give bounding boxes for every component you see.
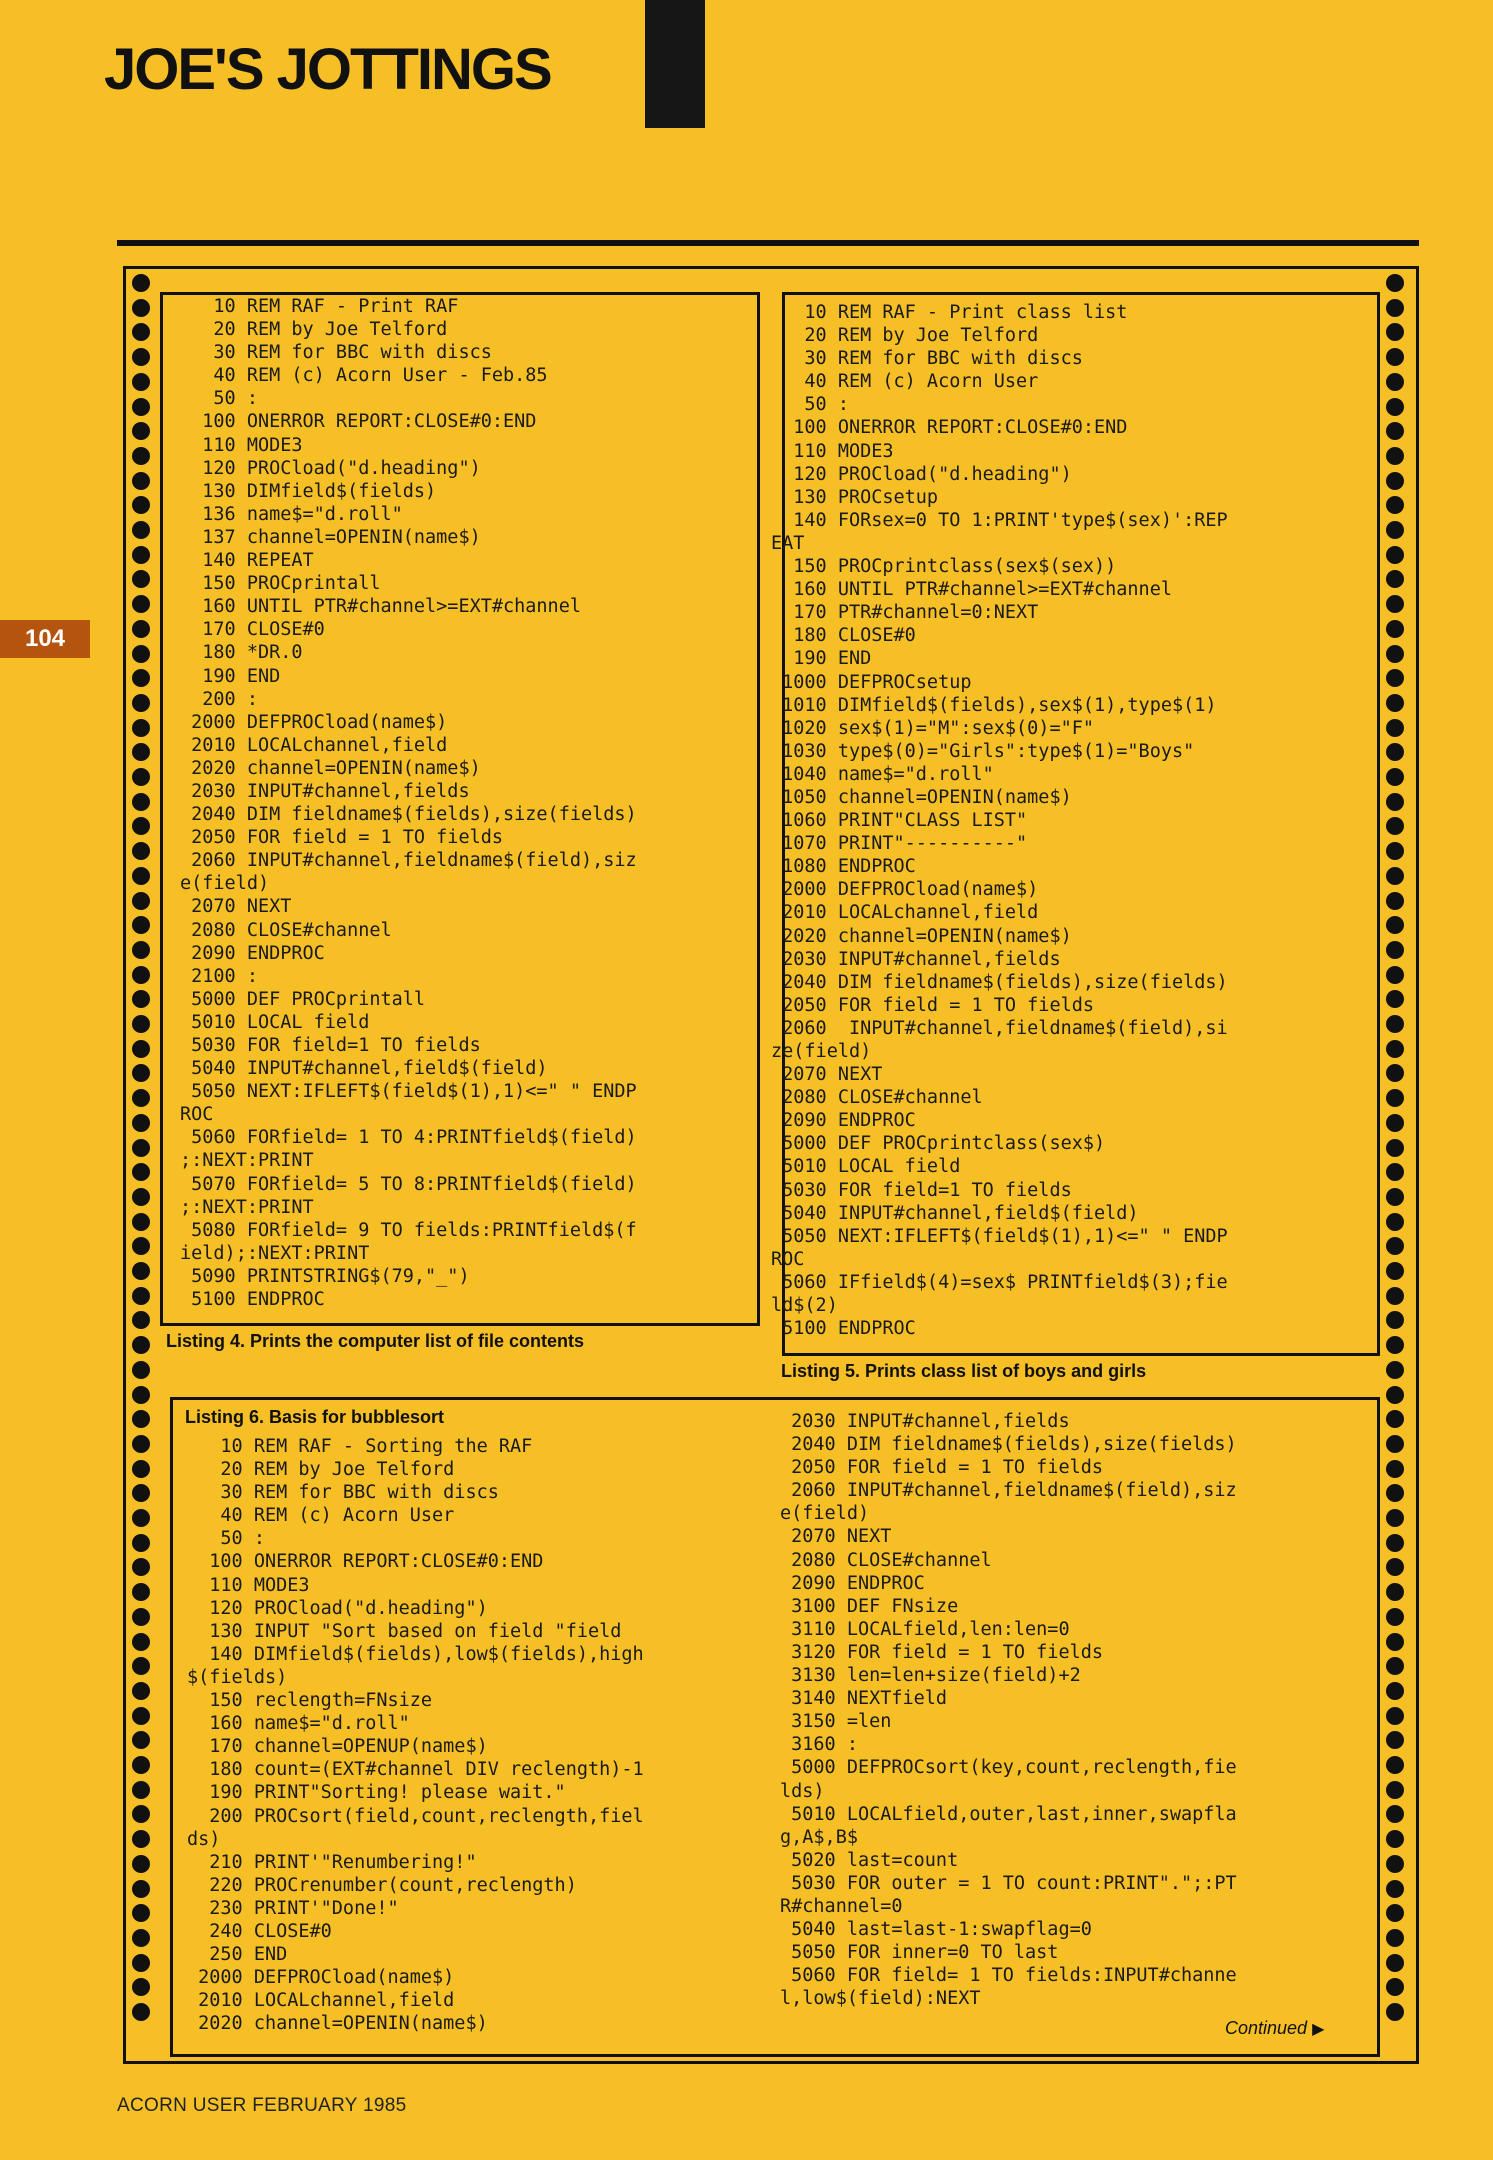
sprocket-hole [132, 1830, 150, 1848]
sprocket-hole [1386, 1583, 1404, 1601]
sprocket-hole [132, 570, 150, 588]
sprocket-hole [1386, 793, 1404, 811]
sprocket-holes-left [132, 270, 154, 2060]
sprocket-hole [132, 1435, 150, 1453]
sprocket-hole [132, 719, 150, 737]
sprocket-hole [1386, 1163, 1404, 1181]
sprocket-hole [1386, 398, 1404, 416]
sprocket-hole [1386, 496, 1404, 514]
continued-arrow-icon: ▶ [1312, 2021, 1325, 2038]
sprocket-hole [1386, 1805, 1404, 1823]
sprocket-hole [132, 941, 150, 959]
sprocket-hole [132, 1460, 150, 1478]
sprocket-hole [132, 373, 150, 391]
sprocket-hole [1386, 422, 1404, 440]
sprocket-hole [1386, 1781, 1404, 1799]
sprocket-hole [1386, 1139, 1404, 1157]
sprocket-hole [1386, 941, 1404, 959]
sprocket-hole [132, 867, 150, 885]
listing-5-caption: Listing 5. Prints class list of boys and girls [781, 1361, 1147, 1381]
sprocket-hole [1386, 595, 1404, 613]
sprocket-hole [132, 348, 150, 366]
sprocket-hole [132, 1287, 150, 1305]
sprocket-hole [132, 1781, 150, 1799]
sprocket-hole [132, 1558, 150, 1576]
sprocket-hole [132, 842, 150, 860]
sprocket-hole [1386, 1015, 1404, 1033]
sprocket-hole [132, 1139, 150, 1157]
footer-credit: ACORN USER FEBRUARY 1985 [117, 2095, 407, 2116]
sprocket-hole [1386, 1509, 1404, 1527]
sprocket-hole [132, 274, 150, 292]
header-rule [117, 240, 1419, 246]
sprocket-hole [1386, 1064, 1404, 1082]
sprocket-hole [132, 1633, 150, 1651]
sprocket-hole [132, 496, 150, 514]
sprocket-hole [132, 1484, 150, 1502]
sprocket-hole [132, 620, 150, 638]
sprocket-hole [132, 1880, 150, 1898]
sprocket-hole [132, 1929, 150, 1947]
sprocket-hole [132, 2003, 150, 2021]
sprocket-hole [1386, 916, 1404, 934]
sprocket-hole [132, 595, 150, 613]
sprocket-hole [132, 694, 150, 712]
sprocket-hole [132, 1731, 150, 1749]
sprocket-hole [132, 1682, 150, 1700]
sprocket-hole [132, 1336, 150, 1354]
sprocket-hole [132, 892, 150, 910]
sprocket-hole [132, 1386, 150, 1404]
sprocket-hole [132, 743, 150, 761]
sprocket-hole [132, 1262, 150, 1280]
sprocket-hole [1386, 348, 1404, 366]
sprocket-hole [132, 1805, 150, 1823]
listing-6-caption: Listing 6. Basis for bubblesort [185, 1407, 445, 1427]
sprocket-hole [1386, 323, 1404, 341]
sprocket-hole [1386, 1756, 1404, 1774]
sprocket-hole [1386, 299, 1404, 317]
sprocket-hole [1386, 1682, 1404, 1700]
sprocket-hole [132, 398, 150, 416]
sprocket-hole [132, 990, 150, 1008]
sprocket-hole [1386, 447, 1404, 465]
sprocket-hole [1386, 620, 1404, 638]
sprocket-hole [132, 1163, 150, 1181]
sprocket-hole [1386, 1361, 1404, 1379]
sprocket-hole [1386, 1558, 1404, 1576]
sprocket-hole [132, 521, 150, 539]
sprocket-hole [1386, 1731, 1404, 1749]
listing-5-code: 10 REM RAF - Print class list 20 REM by Joe Telford 30 REM for BBC with discs 40 REM (c) Acorn User 50 : 100 ONERROR REPORT:CLOSE#0:END 110 MODE3 120 PROCload("d.heading") 130 PROCsetup 140 FORsex=0 TO 1:PRINT'type$(sex)':REP EAT 150 PROCprintclass(sex$(sex)) 160 UNTIL PTR#channel>=EXT#channel 170 PTR#channel=0:NEXT 180 CLOSE#0 190 END 1000 DEFPROCsetup 1010 DIMfield$(fields),sex$(1),type$(1) 1020 sex$(1)="M":sex$(0)="F" 1030 type$(0)="Girls":type$(1)="Boys" 1040 name$="d.roll" 1050 channel=OPENIN(name$) 1060 PRINT"CLASS LIST" 1070 PRINT"----------" 1080 ENDPROC 2000 DEFPROCload(name$) 2010 LOCALchannel,field 2020 channel=OPENIN(name$) 2030 INPUT#channel,fields 2040 DIM fieldname$(fields),size(fields) 2050 FOR field = 1 TO fields 2060 INPUT#channel,fieldname$(field),si ze(field) 2070 NEXT 2080 CLOSE#channel 2090 ENDPROC 5000 DEF PROCprintclass(sex$) 5010 LOCAL field 5030 FOR field=1 TO fields 5040 INPUT#channel,field$(field) 5050 NEXT:IFLEFT$(field$(1),1)<=" " ENDP ROC 5060 IFfield$(4)=sex$ PRINTfield$(3);fie ld$(2) 5100 ENDPROC [771, 302, 1228, 1340]
sprocket-hole [132, 645, 150, 663]
sprocket-hole [132, 422, 150, 440]
sprocket-hole [1386, 1213, 1404, 1231]
sprocket-hole [132, 1583, 150, 1601]
sprocket-hole [1386, 990, 1404, 1008]
sprocket-hole [132, 1904, 150, 1922]
sprocket-hole [1386, 645, 1404, 663]
sprocket-hole [1386, 1978, 1404, 1996]
sprocket-holes-right [1386, 270, 1408, 2060]
sprocket-hole [1386, 768, 1404, 786]
sprocket-hole [1386, 570, 1404, 588]
sprocket-hole [132, 1114, 150, 1132]
sprocket-hole [1386, 867, 1404, 885]
sprocket-hole [132, 793, 150, 811]
sprocket-hole [132, 1410, 150, 1428]
continued-text: Continued [1225, 2018, 1308, 2038]
sprocket-hole [132, 447, 150, 465]
sprocket-hole [1386, 1040, 1404, 1058]
sprocket-hole [1386, 694, 1404, 712]
sprocket-hole [1386, 521, 1404, 539]
sprocket-hole [1386, 1707, 1404, 1725]
sprocket-hole [132, 1608, 150, 1626]
page-number-tab: 104 [0, 620, 90, 658]
sprocket-hole [1386, 1929, 1404, 1947]
sprocket-hole [1386, 719, 1404, 737]
sprocket-hole [132, 1089, 150, 1107]
sprocket-hole [1386, 1954, 1404, 1972]
sprocket-hole [1386, 546, 1404, 564]
sprocket-hole [1386, 274, 1404, 292]
sprocket-hole [1386, 1336, 1404, 1354]
sprocket-hole [1386, 817, 1404, 835]
listing-4-caption: Listing 4. Prints the computer list of file contents [166, 1331, 585, 1351]
sprocket-hole [1386, 1410, 1404, 1428]
sprocket-hole [132, 1237, 150, 1255]
sprocket-hole [132, 1509, 150, 1527]
sprocket-hole [1386, 669, 1404, 687]
sprocket-hole [1386, 1460, 1404, 1478]
sprocket-hole [1386, 1114, 1404, 1132]
listing-6-code-left: 10 REM RAF - Sorting the RAF 20 REM by Joe Telford 30 REM for BBC with discs 40 REM (c) Acorn User 50 : 100 ONERROR REPORT:CLOSE#0:END 110 MODE3 120 PROCload("d.heading") 130 INPUT "Sort based on field "field 140 DIMfield$(fields),low$(fields),high $(fields) 150 reclength=FNsize 160 name$="d.roll" 170 channel=OPENUP(name$) 180 count=(EXT#channel DIV reclength)-1 190 PRINT"Sorting! please wait." 200 PROCsort(field,count,reclength,fiel ds) 210 PRINT'"Renumbering!" 220 PROCrenumber(count,reclength) 230 PRINT'"Done!" 240 CLOSE#0 250 END 2000 DEFPROCload(name$) 2010 LOCALchannel,field 2020 channel=OPENIN(name$) [187, 1436, 644, 2035]
sprocket-hole [1386, 966, 1404, 984]
sprocket-hole [132, 472, 150, 490]
sprocket-hole [132, 1015, 150, 1033]
sprocket-hole [132, 966, 150, 984]
sprocket-hole [1386, 1534, 1404, 1552]
sprocket-hole [132, 1064, 150, 1082]
sprocket-hole [132, 768, 150, 786]
sprocket-hole [1386, 1633, 1404, 1651]
sprocket-hole [132, 1756, 150, 1774]
sprocket-hole [1386, 1311, 1404, 1329]
sprocket-hole [1386, 1484, 1404, 1502]
sprocket-hole [132, 1188, 150, 1206]
sprocket-hole [1386, 1830, 1404, 1848]
sprocket-hole [1386, 1608, 1404, 1626]
sprocket-hole [132, 1213, 150, 1231]
sprocket-hole [1386, 1237, 1404, 1255]
sprocket-hole [1386, 1089, 1404, 1107]
sprocket-hole [1386, 1657, 1404, 1675]
sprocket-hole [132, 1361, 150, 1379]
sprocket-hole [1386, 743, 1404, 761]
sprocket-hole [132, 669, 150, 687]
sprocket-hole [1386, 1435, 1404, 1453]
sprocket-hole [132, 299, 150, 317]
sprocket-hole [1386, 472, 1404, 490]
continued-label [1225, 2018, 1324, 2039]
sprocket-hole [1386, 1904, 1404, 1922]
sprocket-hole [1386, 1855, 1404, 1873]
listing-6-code-right: 2030 INPUT#channel,fields 2040 DIM fieldname$(fields),size(fields) 2050 FOR field = 1 TO fields 2060 INPUT#channel,fieldname$(field),siz e(field) 2070 NEXT 2080 CLOSE#channel 2090 ENDPROC 3100 DEF FNsize 3110 LOCALfield,len:len=0 3120 FOR field = 1 TO fields 3130 len=len+size(field)+2 3140 NEXTfield 3150 =len 3160 : 5000 DEFPROCsort(key,count,reclength,fie lds) 5010 LOCALfield,outer,last,inner,swapfla g,A$,B$ 5020 last=count 5030 FOR outer = 1 TO count:PRINT".";:PT R#channel=0 5040 last=last-1:swapflag=0 5050 FOR inner=0 TO last 5060 FOR field= 1 TO fields:INPUT#channe l,low$(field):NEXT [780, 1411, 1237, 2010]
sprocket-hole [132, 546, 150, 564]
sprocket-hole [1386, 1386, 1404, 1404]
sprocket-hole [132, 817, 150, 835]
sprocket-hole [132, 1978, 150, 1996]
sprocket-hole [1386, 2003, 1404, 2021]
sprocket-hole [132, 1534, 150, 1552]
title-block-decoration [645, 0, 705, 128]
sprocket-hole [132, 1954, 150, 1972]
sprocket-hole [132, 916, 150, 934]
sprocket-hole [1386, 1262, 1404, 1280]
sprocket-hole [132, 1040, 150, 1058]
listing-4-code: 10 REM RAF - Print RAF 20 REM by Joe Telford 30 REM for BBC with discs 40 REM (c) Acorn User - Feb.85 50 : 100 ONERROR REPORT:CLOSE#0:END 110 MODE3 120 PROCload("d.heading") 130 DIMfield$(fields) 136 name$="d.roll" 137 channel=OPENIN(name$) 140 REPEAT 150 PROCprintall 160 UNTIL PTR#channel>=EXT#channel 170 CLOSE#0 180 *DR.0 190 END 200 : 2000 DEFPROCload(name$) 2010 LOCALchannel,field 2020 channel=OPENIN(name$) 2030 INPUT#channel,fields 2040 DIM fieldname$(fields),size(fields) 2050 FOR field = 1 TO fields 2060 INPUT#channel,fieldname$(field),siz e(field) 2070 NEXT 2080 CLOSE#channel 2090 ENDPROC 2100 : 5000 DEF PROCprintall 5010 LOCAL field 5030 FOR field=1 TO fields 5040 INPUT#channel,field$(field) 5050 NEXT:IFLEFT$(field$(1),1)<=" " ENDP ROC 5060 FORfield= 1 TO 4:PRINTfield$(field) ;:NEXT:PRINT 5070 FORfield= 5 TO 8:PRINTfield$(field) ;:NEXT:PRINT 5080 FORfield= 9 TO fields:PRINTfield$(f ield);:NEXT:PRINT 5090 PRINTSTRING$(79,"_") 5100 ENDPROC [180, 296, 637, 1311]
sprocket-hole [132, 323, 150, 341]
sprocket-hole [132, 1311, 150, 1329]
sprocket-hole [1386, 892, 1404, 910]
sprocket-hole [132, 1707, 150, 1725]
sprocket-hole [1386, 842, 1404, 860]
sprocket-hole [1386, 373, 1404, 391]
sprocket-hole [132, 1657, 150, 1675]
sprocket-hole [1386, 1188, 1404, 1206]
sprocket-hole [132, 1855, 150, 1873]
sprocket-hole [1386, 1880, 1404, 1898]
sprocket-hole [1386, 1287, 1404, 1305]
page-title: JOE'S JOTTINGS [104, 37, 551, 102]
